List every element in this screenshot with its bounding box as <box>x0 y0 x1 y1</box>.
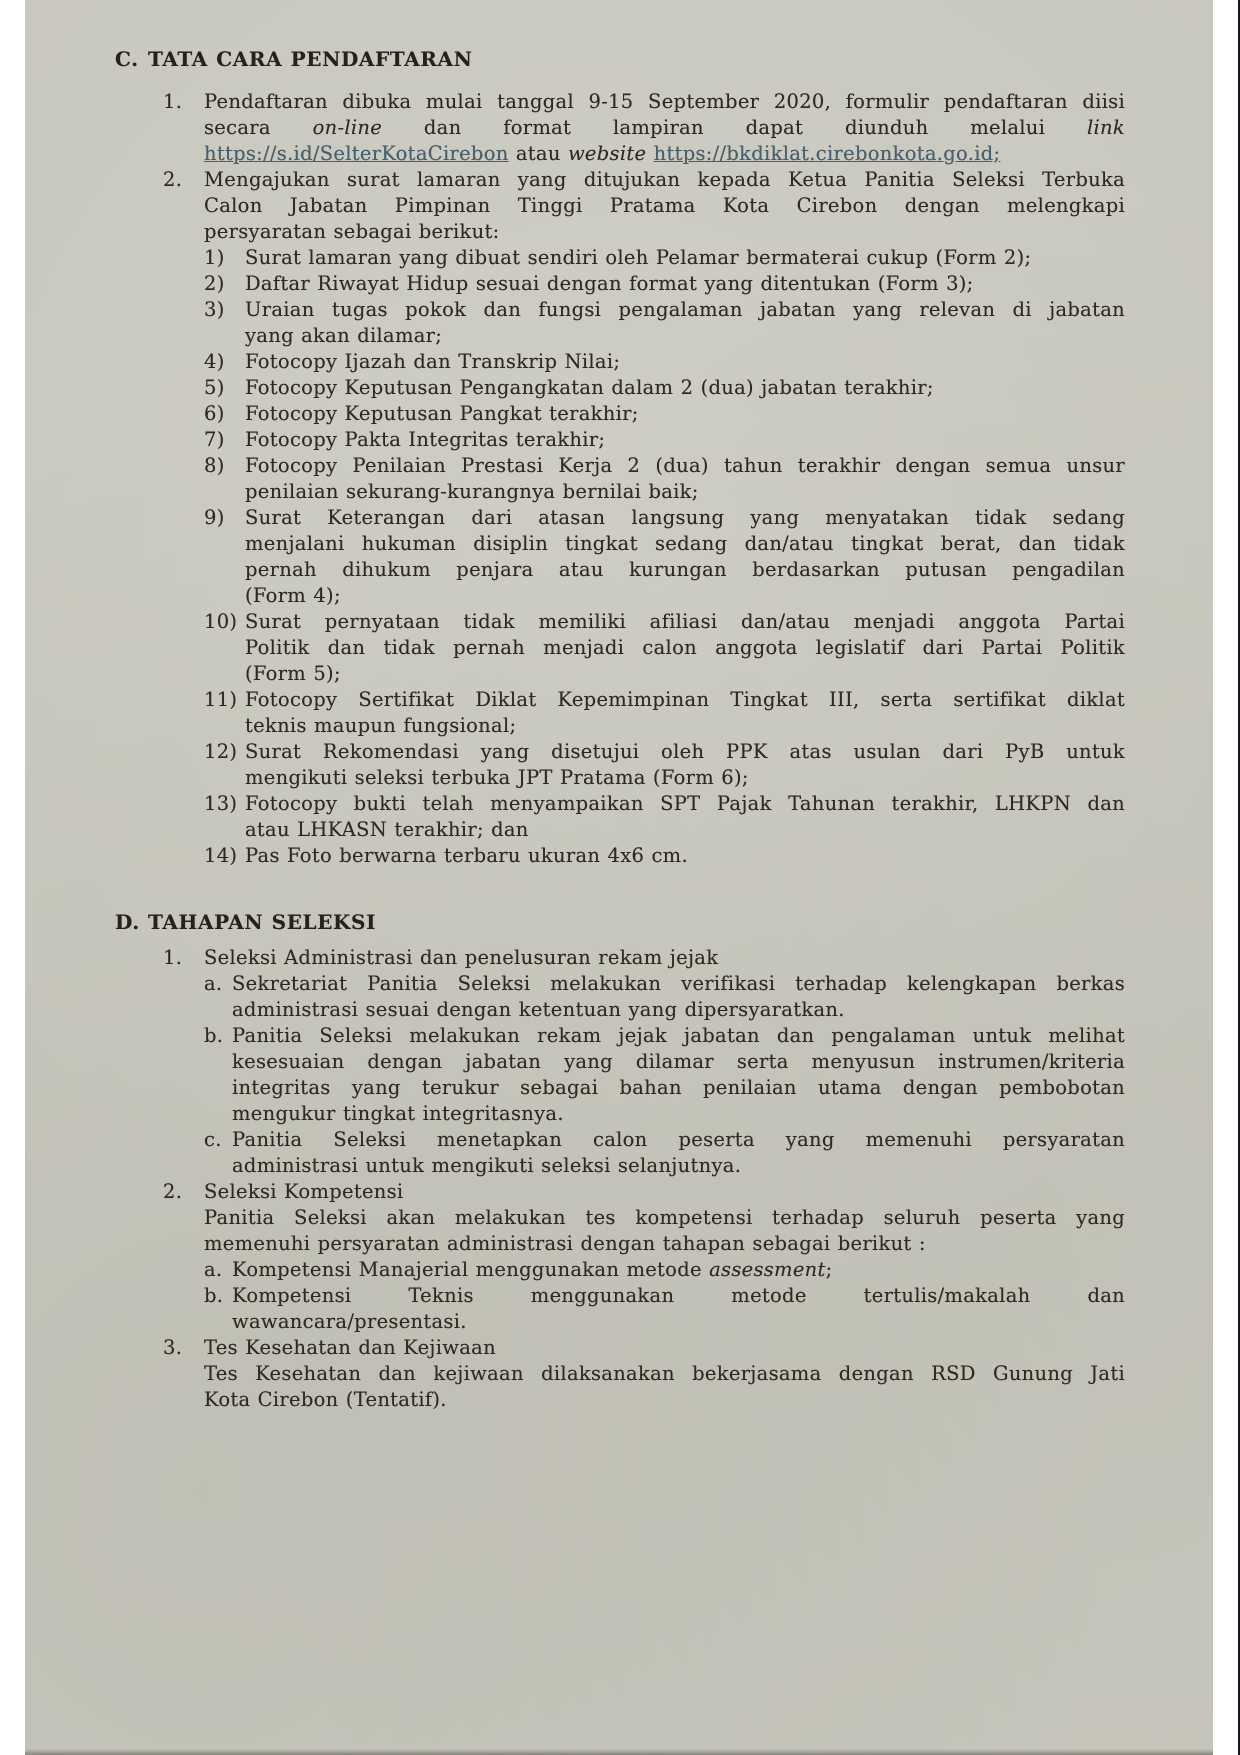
text-line: memenuhi persyaratan administrasi dengan tahapan sebagai berikut : <box>204 1232 926 1255</box>
sub-item <box>204 271 1125 297</box>
document-content <box>25 0 1125 1413</box>
text-line: Sekretariat Panitia Seleksi melakukan verifikasi terhadap kelengkapan berkas <box>232 972 1125 995</box>
sub-item <box>204 453 1125 505</box>
sub-item-content <box>232 1283 1125 1335</box>
item-content <box>204 167 1125 869</box>
sub-item-marker: 11) <box>204 688 238 711</box>
text-line: Tes Kesehatan dan kejiwaan dilaksanakan bekerjasama dengan RSD Gunung Jati <box>204 1362 1125 1385</box>
text-line: wawancara/presentasi. <box>232 1310 467 1333</box>
numbered-item <box>163 1179 1125 1335</box>
url-link[interactable]: https://bkdiklat.cirebonkota.go.id; <box>653 142 1001 165</box>
sub-item <box>204 609 1125 687</box>
text-line: yang akan dilamar; <box>245 324 443 347</box>
text-line: Uraian tugas pokok dan fungsi pengalaman jabatan yang relevan di jabatan <box>245 298 1125 321</box>
text-line: Calon Jabatan Pimpinan Tinggi Pratama Kota Cirebon dengan melengkapi <box>204 194 1125 217</box>
sub-item <box>204 297 1125 349</box>
sub-item-content <box>245 791 1125 843</box>
sub-item-content <box>245 453 1125 505</box>
sub-item <box>204 687 1125 739</box>
text-line: Pas Foto berwarna terbaru ukuran 4x6 cm. <box>245 844 688 867</box>
item-content <box>204 89 1125 167</box>
text-line: integritas yang terukur sebagai bahan penilaian utama dengan pembobotan <box>232 1076 1125 1099</box>
text-line: Panitia Seleksi akan melakukan tes kompetensi terhadap seluruh peserta yang <box>204 1206 1125 1229</box>
text-line: menjalani hukuman disiplin tingkat sedang dan/atau tingkat berat, dan tidak <box>245 532 1125 555</box>
text-line: Fotocopy bukti telah menyampaikan SPT Pajak Tahunan terakhir, LHKPN dan <box>245 792 1125 815</box>
sub-item-marker: 6) <box>204 402 225 425</box>
sub-item-marker: c. <box>204 1128 222 1151</box>
text-line: Pendaftaran dibuka mulai tanggal 9-15 September 2020, formulir pendaftaran diisi <box>204 90 1125 113</box>
text-line: mengukur tingkat integritasnya. <box>232 1102 564 1125</box>
text-line: https://s.id/SelterKotaCirebon atau website https://bkdiklat.cirebonkota.go.id; <box>204 142 1001 165</box>
text-line: Kompetensi Teknis menggunakan metode tertulis/makalah dan <box>232 1284 1125 1307</box>
text-line: Fotocopy Keputusan Pengangkatan dalam 2 (dua) jabatan terakhir; <box>245 376 934 399</box>
text-line: Fotocopy Keputusan Pangkat terakhir; <box>245 402 639 425</box>
sub-item-marker: 5) <box>204 376 225 399</box>
sub-item-content <box>232 971 1125 1023</box>
item-content <box>204 1179 1125 1335</box>
sub-item-content <box>245 375 1125 401</box>
sub-item-marker: 14) <box>204 844 238 867</box>
text-line: Surat pernyataan tidak memiliki afiliasi dan/atau menjadi anggota Partai <box>245 610 1125 633</box>
section-items <box>163 89 1125 869</box>
text-line: Fotocopy Penilaian Prestasi Kerja 2 (dua) tahun terakhir dengan semua unsur <box>245 454 1125 477</box>
section-heading <box>115 909 1125 935</box>
text-line: Fotocopy Sertifikat Diklat Kepemimpinan Tingkat III, serta sertifikat diklat <box>245 688 1125 711</box>
sub-item <box>204 245 1125 271</box>
sub-item-content <box>245 505 1125 609</box>
text-line: persyaratan sebagai berikut: <box>204 220 500 243</box>
sub-item <box>204 791 1125 843</box>
sub-item <box>204 375 1125 401</box>
sub-item <box>204 1127 1125 1179</box>
sub-item-content <box>245 297 1125 349</box>
sub-item-marker: 13) <box>204 792 238 815</box>
sub-items <box>204 1257 1125 1335</box>
sub-item-content <box>232 1023 1125 1127</box>
sub-items <box>204 971 1125 1179</box>
numbered-item <box>163 89 1125 167</box>
sub-item-content <box>245 609 1125 687</box>
text-line: Fotocopy Pakta Integritas terakhir; <box>245 428 606 451</box>
text-line: administrasi sesuai dengan ketentuan yang dipersyaratkan. <box>232 998 845 1021</box>
section-title: TATA CARA PENDAFTARAN <box>148 47 473 71</box>
sub-item-content <box>245 427 1125 453</box>
sub-item <box>204 739 1125 791</box>
sub-item <box>204 1257 1125 1283</box>
sub-item-content <box>245 687 1125 739</box>
text-line: mengikuti seleksi terbuka JPT Pratama (Form 6); <box>245 766 749 789</box>
section-items <box>163 945 1125 1413</box>
sub-item-marker: 4) <box>204 350 225 373</box>
text-line: Kota Cirebon (Tentatif). <box>204 1388 447 1411</box>
sub-item-content <box>245 271 1125 297</box>
sub-item-marker: b. <box>204 1024 224 1047</box>
numbered-item <box>163 945 1125 1179</box>
italic-text: website <box>567 142 647 165</box>
text-line: kesesuaian dengan jabatan yang dilamar serta menyusun instrumen/kriteria <box>232 1050 1125 1073</box>
text-line: Mengajukan surat lamaran yang ditujukan kepada Ketua Panitia Seleksi Terbuka <box>204 168 1125 191</box>
sub-item-marker: a. <box>204 1258 223 1281</box>
url-link[interactable]: https://s.id/SelterKotaCirebon <box>204 142 509 165</box>
section-heading <box>115 46 1125 72</box>
sub-item <box>204 349 1125 375</box>
text-line: (Form 5); <box>245 662 341 685</box>
text-line: Surat Rekomendasi yang disetujui oleh PPK atas usulan dari PyB untuk <box>245 740 1125 763</box>
item-marker: 1. <box>163 90 183 113</box>
text-line: Seleksi Administrasi dan penelusuran rekam jejak <box>204 946 719 969</box>
item-marker: 1. <box>163 946 183 969</box>
text-line: atau LHKASN terakhir; dan <box>245 818 529 841</box>
text-line: Surat Keterangan dari atasan langsung yang menyatakan tidak sedang <box>245 506 1125 529</box>
item-marker: 2. <box>163 168 183 191</box>
text-line: teknis maupun fungsional; <box>245 714 517 737</box>
sub-item <box>204 401 1125 427</box>
section-tata-cara-pendaftaran <box>115 46 1125 869</box>
text-line: (Form 4); <box>245 584 341 607</box>
sub-item <box>204 1283 1125 1335</box>
sub-item-content <box>245 739 1125 791</box>
sub-item <box>204 427 1125 453</box>
item-content <box>204 1335 1125 1413</box>
italic-text: link <box>1086 116 1125 139</box>
section-label: C. <box>115 47 139 71</box>
sub-items <box>204 245 1125 869</box>
sub-item-content <box>245 245 1125 271</box>
paper-sheet <box>25 0 1213 1755</box>
text-line: Panitia Seleksi melakukan rekam jejak jabatan dan pengalaman untuk melihat <box>232 1024 1125 1047</box>
text-line: penilaian sekurang-kurangnya bernilai baik; <box>245 480 699 503</box>
text-line: Panitia Seleksi menetapkan calon peserta yang memenuhi persyaratan <box>232 1128 1125 1151</box>
text-line: Daftar Riwayat Hidup sesuai dengan format yang ditentukan (Form 3); <box>245 272 974 295</box>
sub-item-content <box>245 401 1125 427</box>
sub-item-content <box>232 1257 1125 1283</box>
sub-item-marker: 8) <box>204 454 225 477</box>
text-line: secara on-line dan format lampiran dapat diunduh melalui link <box>204 116 1125 139</box>
sub-item-marker: 7) <box>204 428 225 451</box>
sub-item-marker: 2) <box>204 272 225 295</box>
sub-item-marker: a. <box>204 972 223 995</box>
sub-item-content <box>232 1127 1125 1179</box>
sub-item-marker: 1) <box>204 246 225 269</box>
section-tahapan-seleksi <box>115 909 1125 1413</box>
text-line: pernah dihukum penjara atau kurungan berdasarkan putusan pengadilan <box>245 558 1125 581</box>
sub-item-marker: b. <box>204 1284 224 1307</box>
sub-item-content <box>245 349 1125 375</box>
section-title: TAHAPAN SELEKSI <box>148 910 377 934</box>
text-line: Seleksi Kompetensi <box>204 1180 404 1203</box>
item-marker: 3. <box>163 1336 183 1359</box>
text-line: Kompetensi Manajerial menggunakan metode assessment; <box>232 1258 833 1281</box>
item-content <box>204 945 1125 1179</box>
item-marker: 2. <box>163 1180 183 1203</box>
text-line: Politik dan tidak pernah menjadi calon anggota legislatif dari Partai Politik <box>245 636 1125 659</box>
sub-item-marker: 10) <box>204 610 238 633</box>
italic-text: on-line <box>312 116 383 139</box>
sub-item-marker: 12) <box>204 740 238 763</box>
numbered-item <box>163 1335 1125 1413</box>
sub-item-marker: 9) <box>204 506 225 529</box>
sub-item-marker: 3) <box>204 298 225 321</box>
sub-item <box>204 971 1125 1023</box>
text-line: administrasi untuk mengikuti seleksi selanjutnya. <box>232 1154 742 1177</box>
sub-item <box>204 505 1125 609</box>
italic-text: assessment <box>709 1258 826 1281</box>
text-line: Surat lamaran yang dibuat sendiri oleh Pelamar bermaterai cukup (Form 2); <box>245 246 1032 269</box>
sub-item-content <box>245 843 1125 869</box>
numbered-item <box>163 167 1125 869</box>
sub-item <box>204 1023 1125 1127</box>
text-line: Tes Kesehatan dan Kejiwaan <box>204 1336 496 1359</box>
section-label: D. <box>115 910 140 934</box>
sub-item <box>204 843 1125 869</box>
text-line: Fotocopy Ijazah dan Transkrip Nilai; <box>245 350 621 373</box>
